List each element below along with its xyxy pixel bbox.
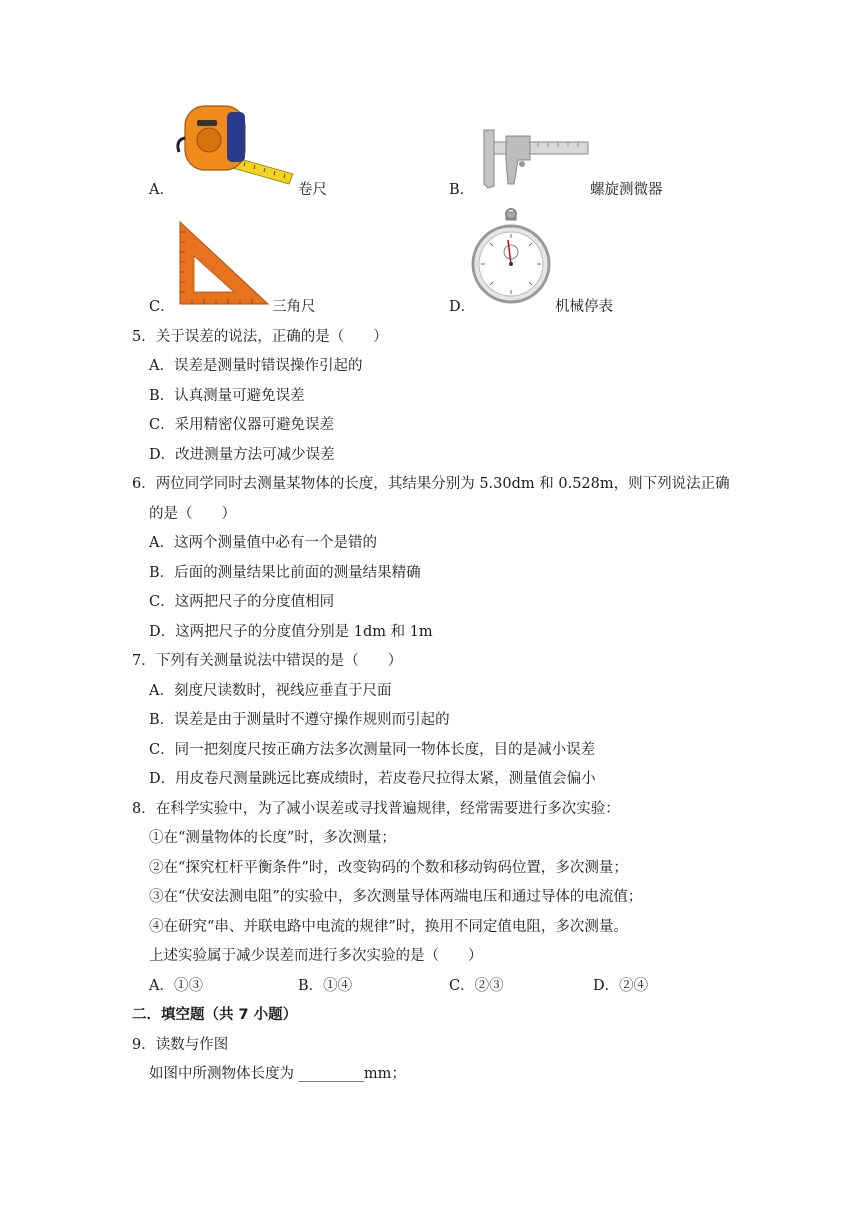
q6-option-a: A．这两个测量值中必有一个是错的 xyxy=(149,535,377,551)
stopwatch-image xyxy=(470,208,552,306)
q8-choice-c: C．②③ xyxy=(449,978,504,994)
option-d-letter: D． xyxy=(449,299,476,315)
caliper-image xyxy=(478,126,588,188)
option-b-label: 螺旋测微器 xyxy=(590,182,663,198)
q6-option-d: D．这两把尺子的分度值分别是 1dm 和 1m xyxy=(149,624,433,640)
q8-choice-d: D．②④ xyxy=(593,978,649,994)
option-c-label: 三角尺 xyxy=(272,299,316,315)
triangle-ruler-image xyxy=(178,220,270,306)
q8-question: 上述实验属于减少误差而进行多次实验的是（ ） xyxy=(149,948,483,964)
q8-item-3: ③在“伏安法测电阻”的实验中，多次测量导体两端电压和通过导体的电流值； xyxy=(149,889,643,905)
q9-answer-blank: _________ xyxy=(298,1066,364,1082)
q8-choice-b: B．①④ xyxy=(298,978,353,994)
option-a-label: 卷尺 xyxy=(298,182,327,198)
q7-stem: 7．下列有关测量说法中错误的是（ ） xyxy=(132,653,403,669)
option-c-letter: C． xyxy=(149,299,175,315)
q6-stem-line1: 6．两位同学同时去测量某物体的长度，其结果分别为 5.30dm 和 0.528m，则下列说法正确 xyxy=(132,476,730,492)
q8-item-2: ②在“探究杠杆平衡条件”时，改变钩码的个数和移动钩码位置，多次测量； xyxy=(149,860,628,876)
option-a-letter: A． xyxy=(149,182,174,198)
q9-line-suffix: mm； xyxy=(363,1066,406,1082)
q9-line-prefix: 如图中所测物体长度为 xyxy=(149,1066,294,1082)
q7-option-a: A．刻度尺读数时，视线应垂直于尺面 xyxy=(149,683,392,699)
q8-choice-a: A．①③ xyxy=(149,978,203,994)
q6-stem-line2: 的是（ ） xyxy=(149,506,236,522)
option-d-label: 机械停表 xyxy=(555,299,613,315)
q9-line xyxy=(149,1062,406,1083)
option-b-letter: B． xyxy=(449,182,475,198)
q5-option-c: C．采用精密仪器可避免误差 xyxy=(149,417,335,433)
q7-option-c: C．同一把刻度尺按正确方法多次测量同一物体长度，目的是减小误差 xyxy=(149,742,596,758)
q8-stem: 8．在科学实验中，为了减小误差或寻找普遍规律，经常需要进行多次实验： xyxy=(132,801,620,817)
q6-option-b: B．后面的测量结果比前面的测量结果精确 xyxy=(149,565,421,581)
q5-option-d: D．改进测量方法可减少误差 xyxy=(149,447,335,463)
q5-option-a: A．误差是测量时错误操作引起的 xyxy=(149,358,363,374)
q7-option-b: B．误差是由于测量时不遵守操作规则而引起的 xyxy=(149,712,450,728)
tape-measure-image xyxy=(175,98,300,186)
q8-item-1: ①在“测量物体的长度”时，多次测量； xyxy=(149,830,396,846)
q5-stem: 5．关于误差的说法，正确的是（ ） xyxy=(132,329,388,345)
section-title: 二．填空题（共 7 小题） xyxy=(132,1007,298,1023)
q6-option-c: C．这两把尺子的分度值相同 xyxy=(149,594,335,610)
q7-option-d: D．用皮卷尺测量跳远比赛成绩时，若皮卷尺拉得太紧，测量值会偏小 xyxy=(149,771,596,787)
q5-option-b: B．认真测量可避免误差 xyxy=(149,388,305,404)
q8-item-4: ④在研究“串、并联电路中电流的规律”时，换用不同定值电阻，多次测量。 xyxy=(149,919,628,935)
q9-stem: 9．读数与作图 xyxy=(132,1037,229,1053)
